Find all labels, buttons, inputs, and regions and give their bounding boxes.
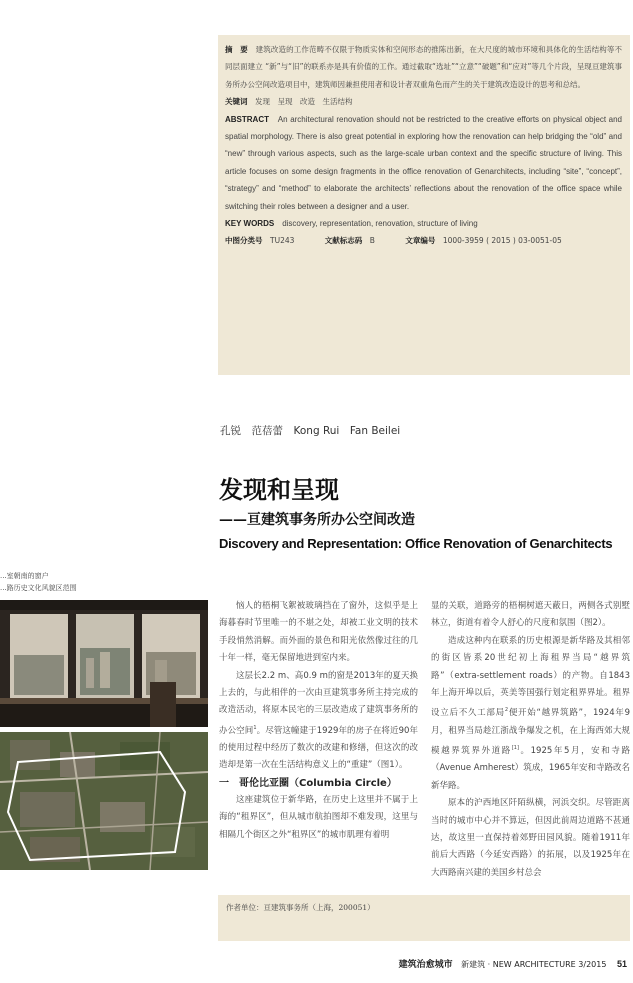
keywords-text-cn: 发现 呈现 改造 生活结构 — [255, 97, 353, 107]
citation-ref: [1] — [511, 745, 519, 752]
abstract-text-en: An architectural renovation should not be restricted to the creative efforts on physical object and spatial morphology. There is also great potential in exploring how the renovation can help bridging the “old” and “new” through various aspects, such as the large-scale urban context and the specific structure of living. This article focuses on some design fragments in the office renovation of Genarchitects, including “site”, “concept”, “strategy” and “method” to elaborate the architects’ reflections about the renovation of the office space while switching their roles between a designer and a user. — [225, 114, 623, 211]
body-column-1 — [219, 598, 418, 844]
keywords-text-en: discovery, representation, renovation, structure of living — [282, 219, 478, 229]
body-column-2 — [431, 598, 630, 882]
author-affiliation: 作者单位：亘建筑事务所（上海，200051） — [218, 895, 630, 941]
aerial-map-graphic — [0, 732, 208, 870]
caption-map: ...路历史文化风貌区范围 — [0, 584, 77, 592]
title-en: Discovery and Representation: Office Renovation of Genarchitects — [219, 536, 613, 551]
keywords-label-en: KEY WORDS — [225, 219, 275, 229]
article-no-value: 1000-3959 ( 2015 ) 03-0051-05 — [442, 236, 562, 246]
page-footer — [399, 957, 627, 970]
section-name: 建筑治愈城市 — [398, 960, 453, 970]
page-number: 51 — [616, 959, 627, 969]
abstract-en — [225, 111, 622, 215]
doc-code-label: 文献标志码 — [324, 236, 363, 246]
abstract-cn — [225, 41, 622, 93]
window-photo-graphic — [0, 600, 208, 727]
paragraph: 造成这种内在联系的历史根源是新华路及其相邻的街区皆系20世纪初上海租界当局“越界筑路”（extra-settlement roads）的产物。自1843年上海开埠以后，英美等国强行划定租界界址。租界设立后不久工部局$^2$便开始“越界筑路”，1924年9月，租界当局趁江浙战争爆发之机，在上海西郊大规模越界筑界外道路[1]。1925年5月，安和寺路（Avenue Amherest）筑成，1965年安和寺路改名新华路。 — [431, 635, 630, 791]
keywords-en — [225, 215, 622, 232]
doc-code-value: B — [369, 236, 375, 246]
aerial-map — [0, 732, 208, 870]
paragraph: 这座建筑位于新华路，在历史上这里并不属于上海的“租界区”，但从城市航拍图却不难发现，这里与相隔几个街区之外“租界区”的城市肌理有着明 — [219, 794, 418, 840]
footnote-ref: 1 — [253, 724, 257, 731]
authors: 孔锐 范蓓蕾 Kong Rui Fan Beilei — [220, 425, 401, 437]
window-photo — [0, 600, 208, 727]
article-no-label: 文章编号 — [405, 236, 436, 246]
paragraph: 显的关联，道路旁的梧桐树遮天蔽日，两侧各式别墅林立，街道有着令人舒心的尺度和氛围（图2）。 — [431, 601, 630, 629]
paragraph: 原本的沪西地区阡陌纵横，河浜交织。尽管距离当时的城市中心并不算远，但因此前周边道路不甚通达，故这里一直保持着郊野田园风貌。随着1911年前后大西路（今延安西路）的拓展，以及1925年在大西路南兴建的美国乡村总会 — [431, 798, 630, 878]
section-heading: 一 哥伦比亚圈（Columbia Circle） — [219, 777, 397, 789]
classification-row — [225, 232, 622, 249]
paragraph: 恼人的梧桐飞絮被玻璃挡在了窗外，这似乎是上海暮春时节里唯一的不堪之处，却被工业文明的技术手段悄然消解。而外面的景色和阳光依然像过往的几十年一样，毫无保留地进到室内来。 — [219, 601, 418, 664]
footnote-ref: 2 — [504, 707, 509, 714]
clc-value: TU243 — [270, 236, 295, 246]
clc-label: 中图分类号 — [225, 236, 263, 246]
title-cn: 发现和呈现 — [219, 475, 339, 504]
abstract-label-en: ABSTRACT — [225, 114, 269, 124]
subtitle-cn: ——亘建筑事务所办公空间改造 — [219, 512, 415, 528]
journal-name: 新建筑 · NEW ARCHITECTURE 3/2015 — [461, 960, 607, 969]
keywords-cn — [225, 93, 622, 110]
abstract-box — [218, 35, 630, 375]
abstract-text-cn: 建筑改造的工作范畴不仅限于物质实体和空间形态的推陈出新，在大尺度的城市环境和具体化的生活结构等不同层面建立 “新”与“旧”的联系亦是具有价值的工作。通过截取“选址”“立意”“破题”和“应对”等几个片段，呈现亘建筑事务所办公空间改造项目中，建筑师因兼担使用者和设计者双重角色而产生的关于建筑改造设计的思考和总结。 — [225, 45, 623, 89]
keywords-label-cn: 关键词 — [225, 97, 248, 107]
paragraph: 这层长2.2 m、高0.9 m的窗是2013年的夏天换上去的，与此相伴的一次由亘建筑事务所主持完成的改造活动，将原本民宅的三层改造成了建筑事务所的办公空间$^1$。尽管这幢建于1929年的房子在将近90年的使用过程中经历了数次的改建和修缮，但这次的改造却是第一次在生活结构意义上的“重建”（图1）。 — [219, 670, 418, 771]
caption-photo: ...室朝南的窗户 — [0, 572, 49, 580]
abstract-label-cn: 摘 要 — [225, 45, 248, 54]
